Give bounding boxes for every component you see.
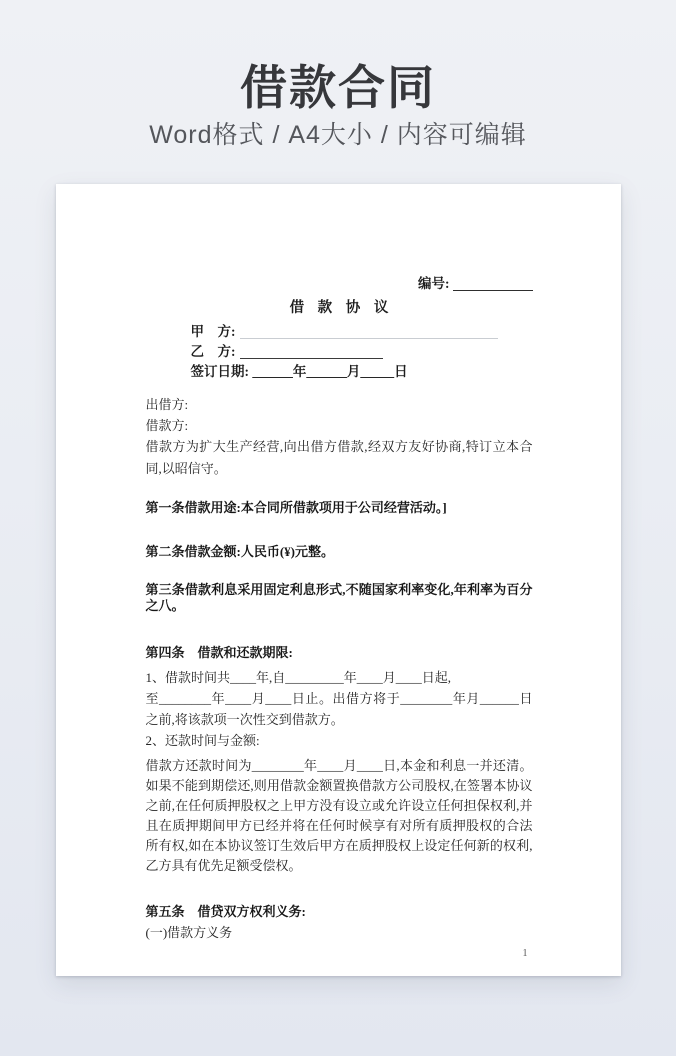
clause-2: 第二条借款金额:人民币(¥)元整。 (145, 544, 334, 559)
serial-row (146, 276, 533, 292)
sign-date-row (191, 362, 533, 382)
header (0, 0, 676, 149)
clause-4-item-1: 1、借款时间共____年,自_________年____月____日起, (145, 670, 452, 685)
document-page (56, 184, 621, 976)
sign-date-label: 签订日期: (190, 364, 249, 379)
clause-1: 第一条借款用途:本合同所借款项用于公司经营活动。] (145, 500, 447, 515)
clause-4-repayment-paragraph: 借款方还款时间为________年____月____日,本金和利息一并还清。如果不能到期偿还,则用借款金额置换借款方公司股权,在签署本协议之前,在任何质押股权之上甲方没有设立或允许设立任何担保权利,并且在质押期间甲方已经并将在任何时候享有对所有质押股权的合法所有权,如在本协议签订生效后甲方在质押股权上设定任何新的权利,乙方具有优先足额受偿权。 (145, 758, 533, 873)
clause-4-item-2: 2、还款时间与金额: (145, 733, 260, 748)
party-b-blank-line (240, 346, 383, 359)
clause-4-item-1b: 至________年____月____日止。出借方将于________年月______日之前,将该款项一次性交到借款方。 (145, 691, 533, 727)
document-title: 借 款 协 议 (289, 300, 394, 316)
sign-date-value: ______年______月_____日 (252, 364, 408, 379)
clause-5-item-1: (一)借款方义务 (145, 925, 233, 940)
page-number: 1 (522, 948, 528, 959)
party-b-row (191, 342, 533, 362)
serial-blank-line (453, 278, 533, 291)
lender-line: 出借方: (145, 397, 189, 412)
page-title: 借款合同 (240, 61, 436, 114)
party-a-row (191, 322, 533, 342)
borrower-line: 借款方: (145, 418, 189, 433)
clause-4-title: 第四条 借款和还款期限: (145, 645, 293, 660)
party-a-blank-line (240, 326, 498, 339)
clause-3: 第三条借款利息采用固定利息形式,不随国家利率变化,年利率为百分之八。 (145, 582, 533, 613)
party-a-label: 甲 方: (190, 324, 236, 339)
party-block (191, 322, 533, 382)
clause-5-title: 第五条 借贷双方权利义务: (145, 904, 306, 919)
serial-label: 编号: (418, 276, 450, 291)
intro-paragraph: 借款方为扩大生产经营,向出借方借款,经双方友好协商,特订立本合同,以昭信守。 (145, 439, 533, 476)
party-b-label: 乙 方: (190, 344, 236, 359)
lead-block (146, 394, 533, 479)
page-subtitle: Word格式 / A4大小 / 内容可编辑 (149, 121, 527, 149)
